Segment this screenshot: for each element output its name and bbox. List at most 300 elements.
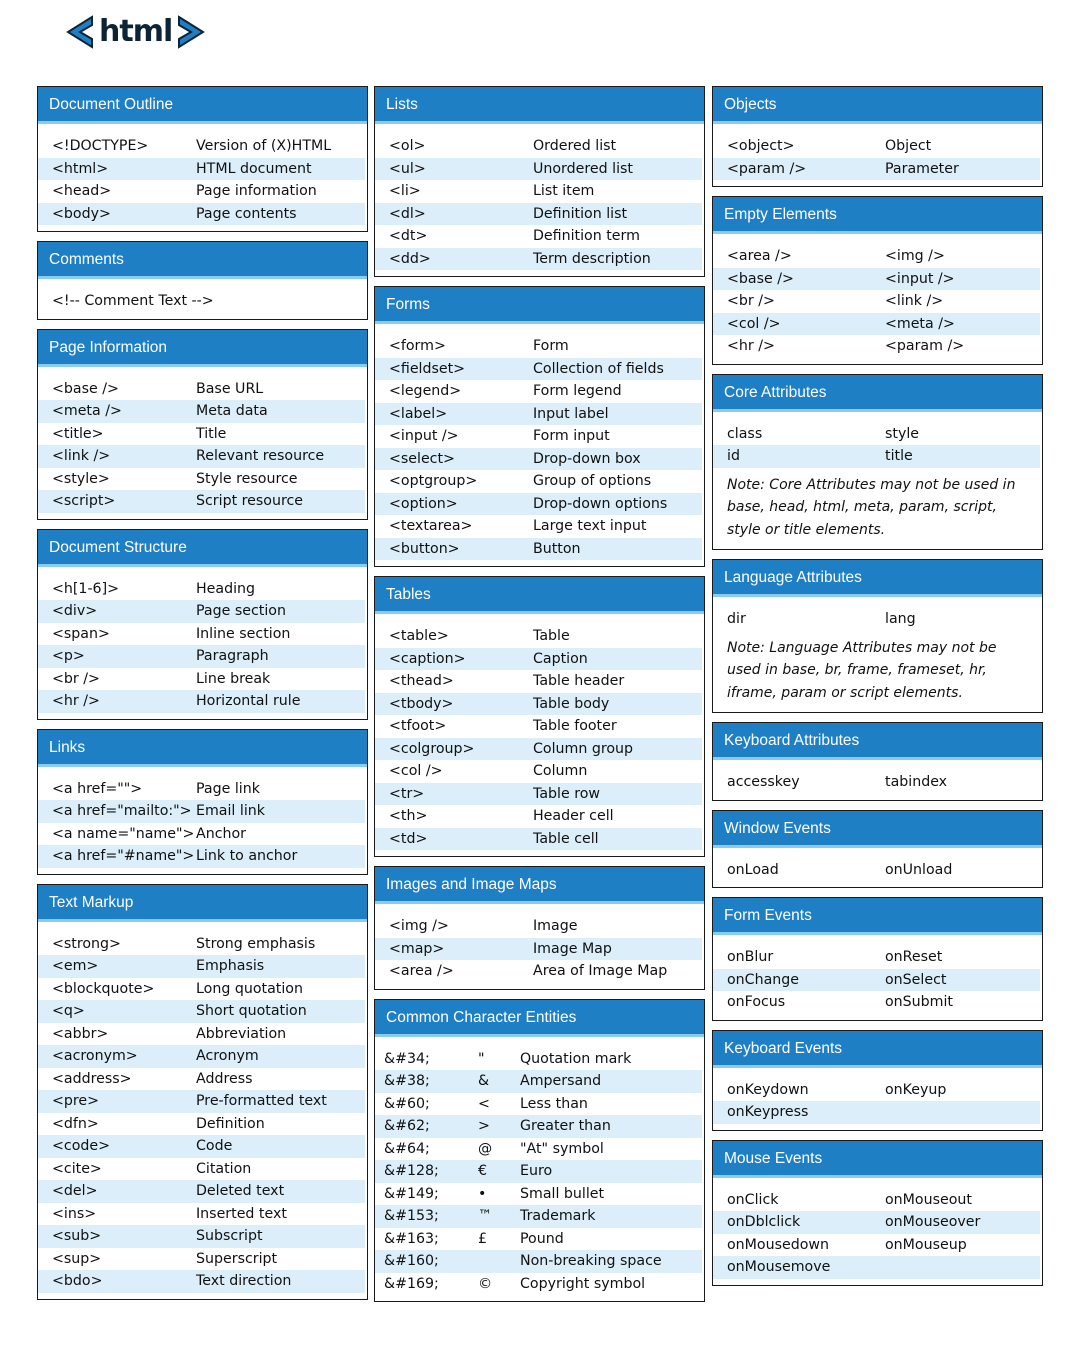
table-row <box>375 225 702 248</box>
row-list <box>713 771 1042 794</box>
row-list <box>38 778 367 868</box>
row-key: <textarea> <box>389 518 473 534</box>
entity-symbol: € <box>478 1163 488 1179</box>
right-angle-bracket-icon <box>175 15 205 49</box>
section-body <box>375 324 704 566</box>
entity-code: &#128; <box>384 1163 439 1179</box>
row-value: Definition list <box>533 205 628 222</box>
row-value: Pre-formatted text <box>196 1093 327 1109</box>
row-key: <dl> <box>389 205 426 222</box>
table-row <box>375 380 702 403</box>
section-keyboard-attributes <box>712 722 1043 801</box>
table-row <box>38 1270 365 1293</box>
section-body <box>713 1068 1042 1130</box>
entity-code: &#62; <box>384 1118 430 1134</box>
table-row <box>713 1234 1040 1257</box>
row-value: onMouseup <box>885 1236 967 1253</box>
section-body <box>713 597 1042 712</box>
table-row <box>375 1138 702 1161</box>
row-value: onMouseover <box>885 1214 981 1230</box>
section-forms <box>374 286 705 567</box>
row-list <box>713 245 1042 358</box>
row-key: class <box>727 425 763 442</box>
row-key: <del> <box>52 1183 98 1199</box>
row-value: Abbreviation <box>196 1025 287 1042</box>
row-key: onFocus <box>727 994 786 1010</box>
table-row <box>375 738 702 761</box>
row-key: onMousemove <box>727 1259 831 1275</box>
section-title: Comments <box>38 242 367 279</box>
row-value: Superscript <box>196 1250 278 1267</box>
row-key: <caption> <box>389 650 466 667</box>
section-body <box>38 367 367 519</box>
section-title: Mouse Events <box>713 1141 1042 1178</box>
row-list <box>38 290 367 313</box>
table-row <box>375 783 702 806</box>
left-angle-bracket-icon <box>66 15 96 49</box>
entity-symbol: £ <box>478 1230 488 1247</box>
row-list <box>375 625 704 850</box>
row-key: <tfoot> <box>389 718 447 734</box>
table-row <box>375 760 702 783</box>
section-title: Document Structure <box>38 530 367 567</box>
section-page-information <box>37 329 368 520</box>
row-list <box>38 578 367 713</box>
row-value: Table row <box>533 785 601 802</box>
table-row <box>38 1203 365 1226</box>
section-entities <box>374 999 705 1303</box>
row-key: <param /> <box>727 160 807 177</box>
row-list <box>713 608 1042 631</box>
section-window-events <box>712 810 1043 889</box>
row-list <box>713 135 1042 180</box>
section-title: Keyboard Attributes <box>713 723 1042 760</box>
table-row <box>375 425 702 448</box>
row-list <box>375 915 704 983</box>
row-value: Heading <box>196 580 256 597</box>
entity-description: "At" symbol <box>520 1140 604 1157</box>
section-body <box>38 279 367 319</box>
row-key: <li> <box>389 183 421 199</box>
row-value: HTML document <box>196 160 312 177</box>
section-body <box>713 760 1042 800</box>
row-value: Paragraph <box>196 648 269 664</box>
row-value: Page section <box>196 603 286 619</box>
table-row <box>38 690 365 713</box>
row-value: title <box>885 448 913 464</box>
row-key: <address> <box>52 1070 132 1087</box>
table-row <box>713 859 1040 882</box>
section-title: Page Information <box>38 330 367 367</box>
section-title: Images and Image Maps <box>375 867 704 904</box>
row-key: <map> <box>389 940 445 957</box>
table-row <box>38 1090 365 1113</box>
section-title: Common Character Entities <box>375 1000 704 1037</box>
row-value: Group of options <box>533 473 652 489</box>
section-title: Text Markup <box>38 885 367 922</box>
table-row <box>375 1093 702 1116</box>
section-document-outline <box>37 86 368 232</box>
row-key: <fieldset> <box>389 360 466 377</box>
row-value: Button <box>533 540 581 557</box>
entity-description: Euro <box>520 1163 553 1179</box>
row-value: Definition term <box>533 228 640 244</box>
section-body <box>713 848 1042 888</box>
table-row <box>38 668 365 691</box>
entity-description: Ampersand <box>520 1073 602 1089</box>
table-row <box>38 1023 365 1046</box>
section-title: Language Attributes <box>713 560 1042 597</box>
row-value: Drop-down options <box>533 495 668 512</box>
row-key: <base /> <box>727 270 794 287</box>
section-keyboard-events <box>712 1030 1043 1131</box>
row-value: Text direction <box>196 1273 292 1289</box>
table-row <box>38 378 365 401</box>
section-note: Note: Language Attributes may not be used in base, br, frame, frameset, hr, iframe, param or script elements. <box>727 639 997 701</box>
section-title: Objects <box>713 87 1042 124</box>
row-value: Table <box>533 628 570 644</box>
row-key: <hr /> <box>727 338 775 354</box>
section-document-structure <box>37 529 368 720</box>
row-key: <body> <box>52 205 111 222</box>
row-value: Meta data <box>196 403 268 419</box>
row-key: <a href="#name"> <box>52 848 195 864</box>
row-value: Unordered list <box>533 160 633 177</box>
table-row <box>38 955 365 978</box>
table-row <box>38 800 365 823</box>
table-row <box>375 448 702 471</box>
section-note: Note: Core Attributes may not be used in base, head, html, meta, param, script, style or title elements. <box>727 476 1016 538</box>
table-row <box>38 180 365 203</box>
entity-code: &#38; <box>384 1073 430 1089</box>
row-key: <a name="name"> <box>52 825 195 842</box>
table-row <box>713 1101 1040 1124</box>
table-row <box>713 991 1040 1014</box>
row-key: <meta /> <box>52 403 122 419</box>
row-key: onClick <box>727 1191 779 1208</box>
row-key: <form> <box>389 338 446 354</box>
table-row <box>713 290 1040 313</box>
section-body <box>38 922 367 1299</box>
row-value: Table cell <box>533 830 599 847</box>
table-row <box>713 1079 1040 1102</box>
table-row <box>375 1273 702 1296</box>
section-mouse-events <box>712 1140 1043 1286</box>
section-title: Empty Elements <box>713 197 1042 234</box>
table-row <box>375 135 702 158</box>
table-row <box>38 423 365 446</box>
row-key: <td> <box>389 830 428 847</box>
row-key: onDblclick <box>727 1214 801 1230</box>
section-body <box>375 1037 704 1302</box>
table-row <box>713 135 1040 158</box>
section-body <box>38 767 367 874</box>
table-row <box>375 203 702 226</box>
table-row <box>375 493 702 516</box>
section-empty-elements <box>712 196 1043 365</box>
table-row <box>375 625 702 648</box>
table-row <box>38 623 365 646</box>
row-value: Parameter <box>885 160 959 177</box>
row-key: <bdo> <box>52 1273 103 1289</box>
section-text-markup <box>37 884 368 1300</box>
entity-code: &#153; <box>384 1208 439 1224</box>
entity-symbol: < <box>478 1095 490 1112</box>
row-key: <br /> <box>727 293 775 309</box>
row-value: <param /> <box>885 338 965 354</box>
row-value: Short quotation <box>196 1003 307 1019</box>
table-row <box>375 938 702 961</box>
entity-code: &#64; <box>384 1140 430 1157</box>
row-key: <abbr> <box>52 1025 109 1042</box>
row-key: onChange <box>727 971 799 988</box>
table-row <box>38 1068 365 1091</box>
table-row <box>38 778 365 801</box>
table-row <box>375 715 702 738</box>
table-row <box>375 515 702 538</box>
row-list <box>713 946 1042 1014</box>
row-key: <ins> <box>52 1205 97 1222</box>
row-value: Email link <box>196 803 265 819</box>
table-row <box>38 978 365 1001</box>
row-value: Column group <box>533 740 634 757</box>
row-key: <tr> <box>389 785 425 802</box>
row-value: Base URL <box>196 380 264 397</box>
row-key: <head> <box>52 183 112 199</box>
table-row <box>713 1189 1040 1212</box>
row-value: Citation <box>196 1160 252 1177</box>
row-value: Code <box>196 1138 233 1154</box>
row-value: Drop-down box <box>533 450 641 467</box>
row-key: <ul> <box>389 160 426 177</box>
entity-description: Small bullet <box>520 1185 605 1202</box>
table-row <box>38 1248 365 1271</box>
section-body <box>375 614 704 856</box>
section-images <box>374 866 705 990</box>
entity-symbol <box>478 1250 520 1273</box>
row-key: <dt> <box>389 228 428 244</box>
row-key: <strong> <box>52 935 121 952</box>
section-title: Window Events <box>713 811 1042 848</box>
section-title: Tables <box>375 577 704 614</box>
column-3 <box>712 86 1043 1295</box>
table-row <box>38 158 365 181</box>
row-key: onLoad <box>727 861 779 878</box>
row-value: <img /> <box>885 248 945 264</box>
table-row <box>713 1256 1040 1279</box>
row-value: Header cell <box>533 808 614 824</box>
row-key: <colgroup> <box>389 740 475 757</box>
row-value: Script resource <box>196 493 304 509</box>
row-value: Object <box>885 138 932 154</box>
table-row <box>38 645 365 668</box>
row-key: <sup> <box>52 1250 102 1267</box>
entity-description: Copyright symbol <box>520 1275 646 1292</box>
table-row <box>38 1180 365 1203</box>
logo-text: html <box>99 14 173 49</box>
table-row <box>375 1183 702 1206</box>
row-value: Input label <box>533 405 609 422</box>
row-value: Image Map <box>533 940 612 957</box>
table-row <box>375 960 702 983</box>
section-body <box>713 124 1042 186</box>
row-key: <span> <box>52 625 110 642</box>
section-comments <box>37 241 368 320</box>
row-key: <html> <box>52 160 109 177</box>
row-key: onBlur <box>727 949 774 965</box>
section-title: Forms <box>375 287 704 324</box>
table-row <box>375 648 702 671</box>
section-title: Keyboard Events <box>713 1031 1042 1068</box>
row-key: <br /> <box>52 670 100 687</box>
row-key: <option> <box>389 495 458 512</box>
section-title: Form Events <box>713 898 1042 935</box>
table-row <box>38 445 365 468</box>
entity-code: &#163; <box>384 1230 439 1247</box>
row-key: <col /> <box>389 763 443 779</box>
row-key: id <box>727 448 740 464</box>
row-value: Line break <box>196 670 271 687</box>
row-value: <input /> <box>885 270 955 287</box>
row-value: Emphasis <box>196 958 265 974</box>
row-list <box>375 335 704 560</box>
row-list <box>38 378 367 513</box>
row-key: <!-- Comment Text --> <box>52 293 214 309</box>
row-key: <col /> <box>727 315 781 332</box>
html-logo <box>66 14 205 49</box>
row-value: Page information <box>196 183 317 199</box>
row-value: Acronym <box>196 1048 259 1064</box>
section-body <box>38 124 367 231</box>
table-row <box>375 915 702 938</box>
table-row <box>38 845 365 868</box>
table-row <box>38 578 365 601</box>
section-language-attributes <box>712 559 1043 713</box>
row-list <box>38 135 367 225</box>
row-key: <code> <box>52 1138 110 1154</box>
table-row <box>713 423 1040 446</box>
section-body <box>713 1178 1042 1285</box>
row-value: Page link <box>196 780 260 797</box>
table-row <box>375 403 702 426</box>
entity-code: &#149; <box>384 1185 439 1202</box>
row-value: Address <box>196 1070 253 1087</box>
section-title: Document Outline <box>38 87 367 124</box>
entity-description: Greater than <box>520 1118 611 1134</box>
row-value: Large text input <box>533 518 647 534</box>
table-row <box>713 445 1040 468</box>
row-key: <style> <box>52 470 110 487</box>
row-key: <hr /> <box>52 693 100 709</box>
row-value: Inserted text <box>196 1205 287 1222</box>
row-value: Inline section <box>196 625 291 642</box>
entity-symbol: © <box>478 1275 493 1292</box>
row-key: <dfn> <box>52 1115 99 1132</box>
row-key: <optgroup> <box>389 473 478 489</box>
table-row <box>375 335 702 358</box>
row-key: <dd> <box>389 250 431 267</box>
row-key: <script> <box>52 493 116 509</box>
row-value: onUnload <box>885 861 953 878</box>
row-value: tabindex <box>885 774 948 790</box>
row-list <box>375 135 704 270</box>
row-key: <select> <box>389 450 455 467</box>
entity-code: &#60; <box>384 1095 430 1112</box>
row-value: onMouseout <box>885 1191 972 1208</box>
table-row <box>38 400 365 423</box>
entity-symbol: & <box>478 1073 490 1089</box>
row-key: onMousedown <box>727 1236 829 1253</box>
row-value: Form legend <box>533 383 622 399</box>
row-key: <img /> <box>389 918 449 934</box>
table-row <box>375 1160 702 1183</box>
table-row <box>38 1113 365 1136</box>
row-value: Long quotation <box>196 980 303 997</box>
section-body <box>375 124 704 276</box>
row-value: List item <box>533 183 595 199</box>
table-row <box>713 969 1040 992</box>
row-value: Version of (X)HTML <box>196 138 332 154</box>
row-value: Subscript <box>196 1228 263 1244</box>
row-value: Title <box>196 425 227 442</box>
table-row <box>38 1158 365 1181</box>
row-key: <tbody> <box>389 695 454 712</box>
section-body <box>375 904 704 989</box>
table-row <box>713 335 1040 358</box>
table-row <box>375 248 702 271</box>
section-body <box>713 935 1042 1020</box>
table-row <box>375 693 702 716</box>
row-key: <a href=""> <box>52 780 143 797</box>
table-row <box>713 313 1040 336</box>
row-value: Form input <box>533 428 610 444</box>
section-tables <box>374 576 705 857</box>
row-value: onKeyup <box>885 1081 947 1098</box>
section-body <box>713 234 1042 364</box>
section-title: Links <box>38 730 367 767</box>
row-key: <table> <box>389 628 449 644</box>
row-key: <object> <box>727 138 795 154</box>
table-row <box>38 203 365 226</box>
entity-symbol: " <box>478 1050 485 1067</box>
table-row <box>375 158 702 181</box>
section-form-events <box>712 897 1043 1021</box>
entity-description: Trademark <box>520 1208 596 1224</box>
row-key: onKeypress <box>727 1104 809 1120</box>
row-value: Term description <box>533 250 651 267</box>
table-row <box>38 933 365 956</box>
entity-description: Pound <box>520 1230 564 1247</box>
table-row <box>38 468 365 491</box>
section-lists <box>374 86 705 277</box>
table-row <box>38 135 365 158</box>
table-row <box>713 268 1040 291</box>
row-key: <a href="mailto:"> <box>52 803 192 819</box>
row-list <box>38 933 367 1293</box>
column-1 <box>37 86 368 1309</box>
row-key: <p> <box>52 648 85 664</box>
table-row <box>375 805 702 828</box>
row-key: <button> <box>389 540 460 557</box>
table-row <box>375 538 702 561</box>
row-key: <cite> <box>52 1160 102 1177</box>
table-row <box>38 1045 365 1068</box>
row-value: Ordered list <box>533 138 617 154</box>
table-row <box>38 823 365 846</box>
row-value: onSelect <box>885 971 947 988</box>
row-key: <label> <box>389 405 448 422</box>
table-row <box>38 600 365 623</box>
